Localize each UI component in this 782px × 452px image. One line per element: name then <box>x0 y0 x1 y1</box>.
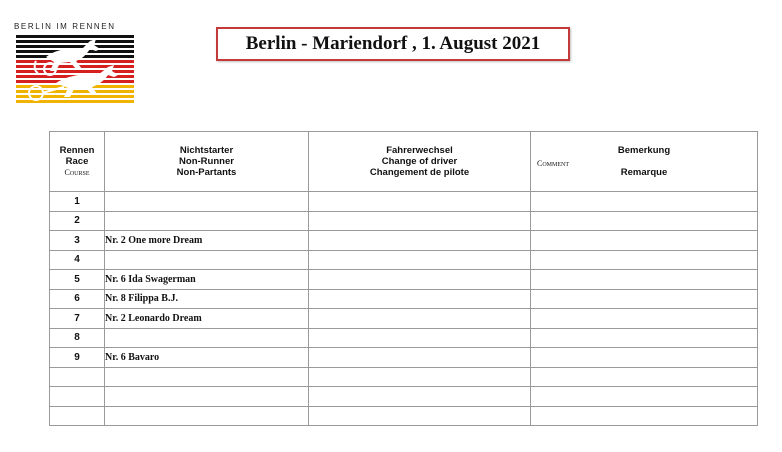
remark-cell <box>531 328 758 348</box>
header-race-en: Race <box>65 156 89 167</box>
driver-cell <box>309 387 531 407</box>
race-cell: 7 <box>50 309 105 329</box>
header-driver-en: Change of driver <box>381 156 458 167</box>
remark-cell <box>531 348 758 368</box>
page-title: Berlin - Mariendorf , 1. August 2021 <box>245 33 541 54</box>
nonrunner-cell: Nr. 8 Filippa B.J. <box>105 289 309 309</box>
table-row <box>50 367 758 387</box>
driver-cell <box>309 406 531 426</box>
race-cell: 8 <box>50 328 105 348</box>
nonrunner-cell: Nr. 2 One more Dream <box>105 231 309 251</box>
header-nonrunner-fr: Non-Partants <box>176 167 237 178</box>
table-row <box>50 328 758 348</box>
logo-text: BERLIN IM RENNEN <box>14 22 116 31</box>
table-row <box>50 289 758 309</box>
remark-cell <box>531 211 758 231</box>
race-cell <box>50 387 105 407</box>
remark-cell <box>531 250 758 270</box>
race-cell: 6 <box>50 289 105 309</box>
driver-cell <box>309 211 531 231</box>
header-remark-en: Comment <box>537 159 570 168</box>
driver-cell <box>309 231 531 251</box>
column-header-nonrunner <box>105 132 309 192</box>
table-row <box>50 387 758 407</box>
race-cell <box>50 406 105 426</box>
nonrunner-cell <box>105 250 309 270</box>
nonrunner-table <box>49 131 758 426</box>
remark-cell <box>531 367 758 387</box>
header-race-de: Rennen <box>59 145 95 156</box>
remark-cell <box>531 289 758 309</box>
nonrunner-cell: Nr. 6 Bavaro <box>105 348 309 368</box>
nonrunner-cell <box>105 367 309 387</box>
column-header-race <box>50 132 105 192</box>
header-driver-fr: Changement de pilote <box>369 167 470 178</box>
nonrunner-cell <box>105 192 309 212</box>
title-box <box>216 27 570 61</box>
remark-cell <box>531 192 758 212</box>
race-cell: 5 <box>50 270 105 290</box>
header-nonrunner-en: Non-Runner <box>179 156 234 167</box>
header-remark-de: Bemerkung <box>617 145 671 156</box>
column-header-remark <box>531 132 758 192</box>
nonrunner-cell <box>105 406 309 426</box>
header-nonrunner-de: Nichtstarter <box>179 145 234 156</box>
driver-cell <box>309 289 531 309</box>
table-row <box>50 270 758 290</box>
race-cell: 4 <box>50 250 105 270</box>
table-row <box>50 211 758 231</box>
table-row <box>50 231 758 251</box>
trotting-horse-flag-icon <box>16 35 134 107</box>
race-cell: 1 <box>50 192 105 212</box>
table-row <box>50 192 758 212</box>
nonrunner-cell <box>105 328 309 348</box>
header-race-fr: Course <box>64 168 90 177</box>
driver-cell <box>309 328 531 348</box>
driver-cell <box>309 250 531 270</box>
nonrunner-cell: Nr. 6 Ida Swagerman <box>105 270 309 290</box>
remark-cell <box>531 231 758 251</box>
driver-cell <box>309 367 531 387</box>
driver-cell <box>309 270 531 290</box>
table-row <box>50 250 758 270</box>
race-cell: 3 <box>50 231 105 251</box>
header-driver-de: Fahrerwechsel <box>386 145 453 156</box>
column-header-driver <box>309 132 531 192</box>
driver-cell <box>309 192 531 212</box>
driver-cell <box>309 309 531 329</box>
race-cell: 2 <box>50 211 105 231</box>
table-row <box>50 348 758 368</box>
remark-cell <box>531 387 758 407</box>
berlin-im-rennen-logo <box>14 22 134 108</box>
nonrunner-cell: Nr. 2 Leonardo Dream <box>105 309 309 329</box>
table-row <box>50 406 758 426</box>
remark-cell <box>531 270 758 290</box>
nonrunner-cell <box>105 387 309 407</box>
remark-cell <box>531 309 758 329</box>
table-header-row <box>50 132 758 192</box>
header-remark-fr: Remarque <box>620 167 668 178</box>
table-row <box>50 309 758 329</box>
nonrunner-cell <box>105 211 309 231</box>
remark-cell <box>531 406 758 426</box>
race-cell: 9 <box>50 348 105 368</box>
driver-cell <box>309 348 531 368</box>
race-cell <box>50 367 105 387</box>
